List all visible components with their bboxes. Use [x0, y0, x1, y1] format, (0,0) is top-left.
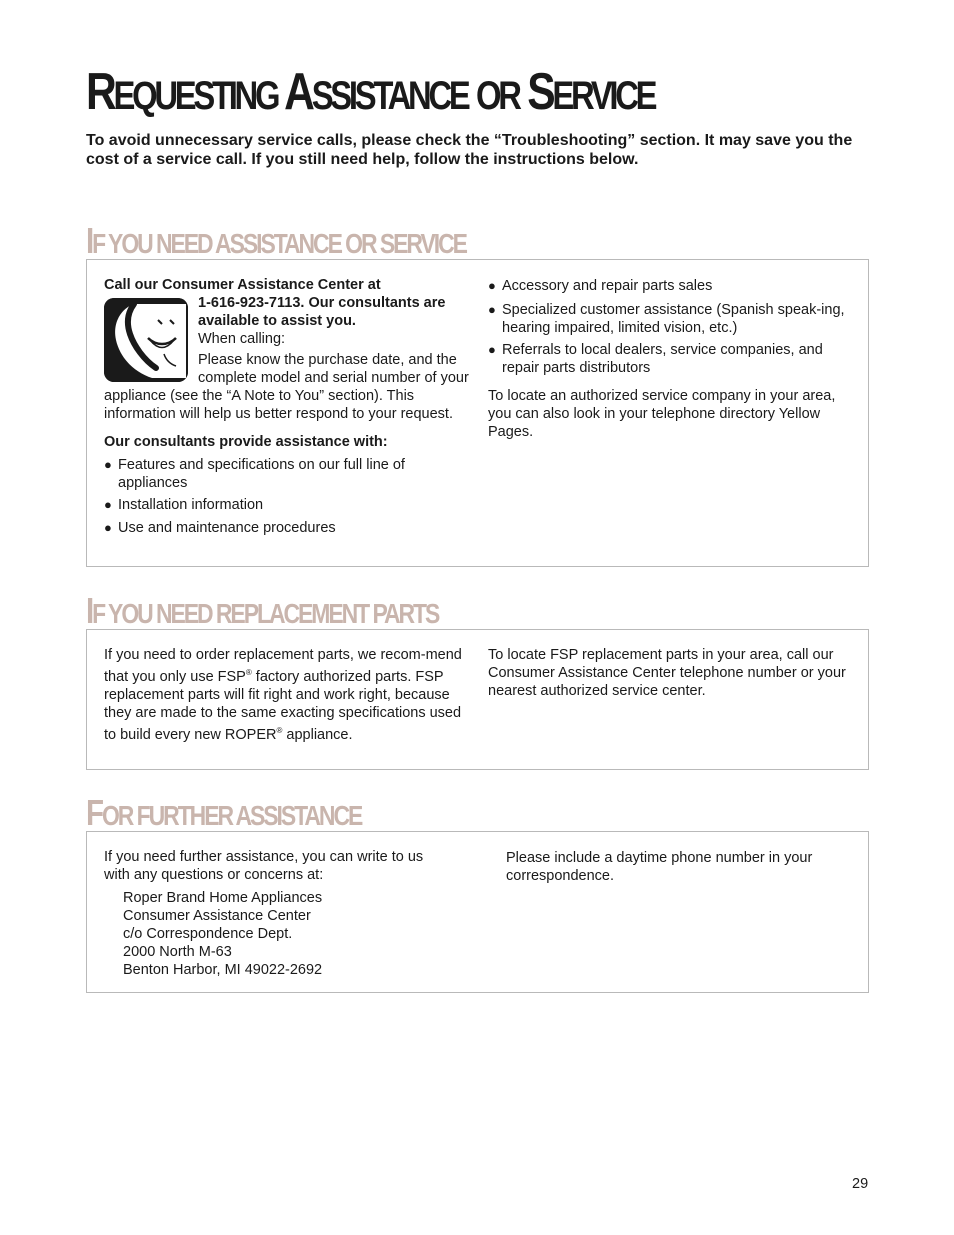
address-line: c/o Correspondence Dept.	[123, 926, 293, 942]
list-item: ● Accessory and repair parts sales	[488, 278, 713, 294]
section-heading-assistance: IF YOU NEED ASSISTANCE OR SERVICE	[86, 220, 466, 261]
phone-handset-icon-graphic	[104, 298, 188, 382]
page-number: 29	[852, 1176, 869, 1192]
parts-box	[86, 629, 869, 770]
further-note: Please include a daytime phone number in your correspondence.	[506, 850, 813, 884]
list-item: ● Use and maintenance procedures	[104, 520, 336, 536]
address-line: Benton Harbor, MI 49022-2692	[123, 962, 323, 978]
bullet-dot-icon: ●	[104, 520, 112, 535]
parts-text: If you need to order replacement parts, we recom-mend that you only use FSP® factory authorized parts. FSP replacement parts will fit right and work right, because they are made to the same exacting specifications used to build every new ROPER® appliance.	[104, 647, 462, 743]
parts-left-column	[104, 646, 464, 744]
further-box	[86, 831, 869, 993]
locate-text: To locate an authorized service company in your area, you can also look in your telephone directory Yellow Pages.	[488, 388, 836, 440]
section-heading-parts: IF YOU NEED REPLACEMENT PARTS	[86, 590, 439, 631]
address-line: 2000 North M-63	[123, 944, 232, 960]
bullet-dot-icon: ●	[488, 278, 496, 293]
assistance-right-column	[488, 277, 853, 441]
call-line: Call our Consumer Assistance Center at	[104, 277, 381, 293]
page-title: REQUESTING ASSISTANCE OR SERVICE	[86, 63, 655, 121]
section-heading-further: FOR FURTHER ASSISTANCE	[86, 792, 362, 833]
phone-number-line: 1-616-923-7113. Our consultants are available to assist you.	[198, 295, 446, 329]
bullet-dot-icon: ●	[488, 302, 496, 317]
know-info-text: Please know the purchase date, and the complete model and serial number of your appliance (see the “A Note to You” section). This information will help us better respond to your request.	[104, 352, 469, 422]
address-line: Consumer Assistance Center	[123, 908, 311, 924]
when-calling: When calling:	[198, 331, 286, 347]
assistance-box	[86, 259, 869, 567]
provide-heading: Our consultants provide assistance with:	[104, 434, 388, 450]
list-item: ● Features and specifications on our full line of appliances	[104, 457, 405, 491]
bullet-dot-icon: ●	[104, 497, 112, 512]
mailing-address	[104, 889, 444, 979]
parts-locate-text: To locate FSP replacement parts in your area, call our Consumer Assistance Center telephone number or your nearest authorized service center.	[488, 647, 846, 699]
parts-right-column	[488, 646, 858, 700]
further-right-column	[506, 849, 851, 885]
intro-text: To avoid unnecessary service calls, please check the “Troubleshooting” section. It may save you the cost of a service call. If you still need help, follow the instructions below.	[86, 132, 853, 168]
further-left-column	[104, 848, 444, 979]
list-item: ● Referrals to local dealers, service companies, and repair parts distributors	[488, 342, 823, 376]
address-line: Roper Brand Home Appliances	[123, 890, 323, 906]
further-intro: If you need further assistance, you can write to us with any questions or concerns at:	[104, 849, 424, 883]
assistance-left-column	[104, 276, 469, 537]
bullet-dot-icon: ●	[488, 342, 496, 357]
list-item: ● Specialized customer assistance (Spanish speak-ing, hearing impaired, limited vision, etc.)	[488, 302, 845, 336]
bullet-dot-icon: ●	[104, 457, 112, 472]
list-item: ● Installation information	[104, 497, 264, 513]
phone-handset-icon	[104, 298, 188, 382]
